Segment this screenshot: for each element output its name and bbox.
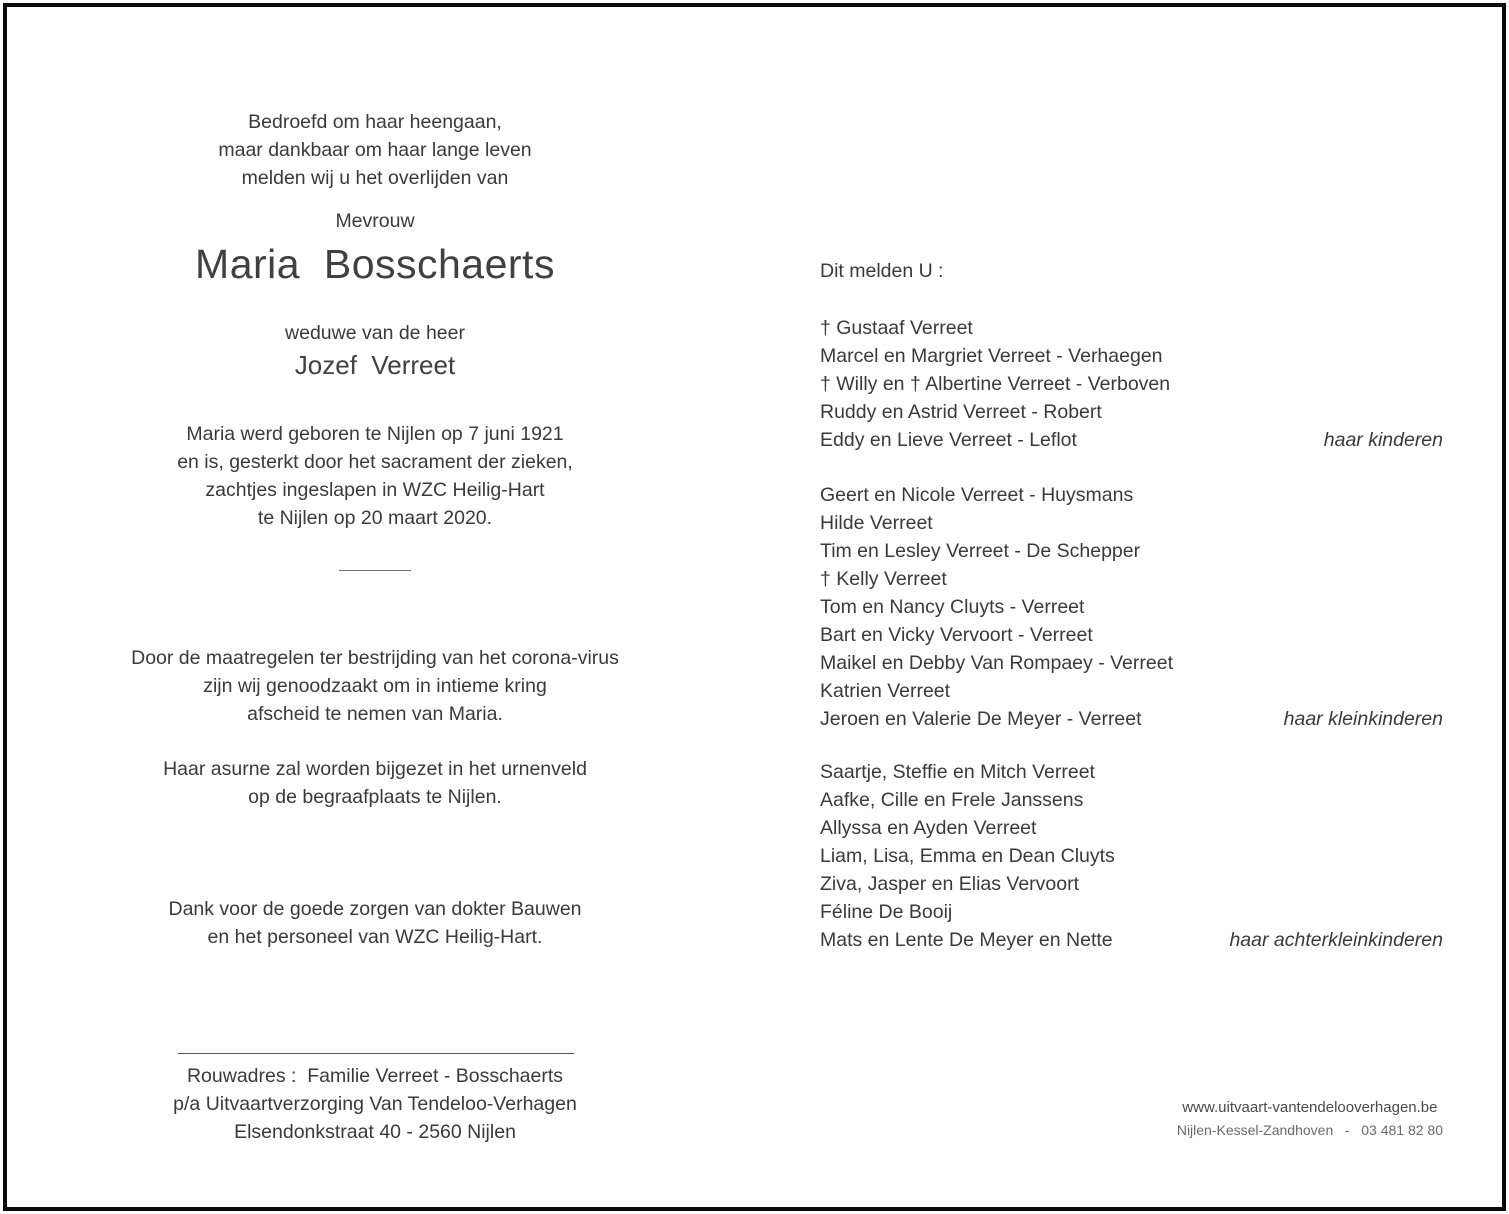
great-grandchildren-group <box>820 758 1443 954</box>
intro-line: Bedroefd om haar heengaan, <box>248 111 502 133</box>
great-grandchild-name: Liam, Lisa, Emma en Dean Cluyts <box>820 845 1115 867</box>
corona-line: Door de maatregelen ter bestrijding van het corona-virus <box>131 647 619 669</box>
funeral-home-footer <box>1177 1096 1443 1141</box>
great-grandchildren-relation-label: haar achterkleinkinderen <box>1229 929 1443 951</box>
grandchild-name: Maikel en Debby Van Rompaey - Verreet <box>820 652 1173 674</box>
life-line: zachtjes ingeslapen in WZC Heilig-Hart <box>205 479 545 501</box>
life-line: te Nijlen op 20 maart 2020. <box>257 507 493 529</box>
grandchildren-group <box>820 481 1443 733</box>
child-name: Ruddy en Astrid Verreet - Robert <box>820 401 1102 423</box>
grandchild-name: Bart en Vicky Vervoort - Verreet <box>820 624 1093 646</box>
address-column <box>85 0 665 1214</box>
children-group <box>820 314 1443 454</box>
widow-line: weduwe van de heer <box>285 322 465 344</box>
grandchildren-relation-label: haar kleinkinderen <box>1283 708 1443 730</box>
mourning-address <box>85 1062 665 1146</box>
child-name: † Gustaaf Verreet <box>820 317 973 339</box>
corona-line: zijn wij genoodzaakt om in intieme kring <box>203 675 547 697</box>
husband-name: Jozef Verreet <box>294 350 456 380</box>
funeral-home-location-phone: Nijlen-Kessel-Zandhoven - 03 481 82 80 <box>1176 1122 1443 1138</box>
children-relation-label: haar kinderen <box>1323 429 1443 451</box>
life-line: en is, gesterkt door het sacrament der zieken, <box>177 451 573 473</box>
life-line: Maria werd geboren te Nijlen op 7 juni 1921 <box>186 423 564 445</box>
intro-line: melden wij u het overlijden van <box>241 167 509 189</box>
child-name: † Willy en † Albertine Verreet - Verboven <box>820 373 1171 395</box>
mourning-address-line: p/a Uitvaartverzorging Van Tendeloo-Verhagen <box>173 1093 577 1115</box>
child-name: Eddy en Lieve Verreet - Leflot <box>820 429 1077 451</box>
urn-line: Haar asurne zal worden bijgezet in het urnenveld <box>163 758 587 780</box>
great-grandchild-name: Féline De Booij <box>820 901 953 923</box>
grandchild-name: Tom en Nancy Cluyts - Verreet <box>820 596 1085 618</box>
great-grandchild-name: Aafke, Cille en Frele Janssens <box>820 789 1084 811</box>
great-grandchild-name: Ziva, Jasper en Elias Vervoort <box>820 873 1080 895</box>
announcers-heading: Dit melden U : <box>820 260 944 282</box>
funeral-home-website: www.uitvaart-vantendelooverhagen.be <box>1182 1099 1438 1116</box>
thanks-line: en het personeel van WZC Heilig-Hart. <box>207 926 543 948</box>
great-grandchild-name: Allyssa en Ayden Verreet <box>820 817 1037 839</box>
corona-line: afscheid te nemen van Maria. <box>247 703 503 725</box>
great-grandchild-name: Saartje, Steffie en Mitch Verreet <box>820 761 1095 783</box>
right-column <box>820 0 1443 1214</box>
deceased-name: Maria Bosschaerts <box>195 241 555 287</box>
grandchild-name: Tim en Lesley Verreet - De Schepper <box>820 540 1141 562</box>
thanks-line: Dank voor de goede zorgen van dokter Bauwen <box>168 898 582 920</box>
grandchild-name: Katrien Verreet <box>820 680 951 702</box>
child-name: Marcel en Margriet Verreet - Verhaegen <box>820 345 1163 367</box>
intro-line: maar dankbaar om haar lange leven <box>218 139 532 161</box>
urn-line: op de begraafplaats te Nijlen. <box>248 786 502 808</box>
mourning-address-line: Rouwadres : Familie Verreet - Bosschaerts <box>186 1065 564 1087</box>
mourning-address-line: Elsendonkstraat 40 - 2560 Nijlen <box>234 1121 516 1143</box>
great-grandchild-name: Mats en Lente De Meyer en Nette <box>820 929 1113 951</box>
grandchild-name: Geert en Nicole Verreet - Huysmans <box>820 484 1134 506</box>
grandchild-name: Jeroen en Valerie De Meyer - Verreet <box>820 708 1142 730</box>
grandchild-name: Hilde Verreet <box>820 512 933 534</box>
title-prefix: Mevrouw <box>335 210 415 232</box>
grandchild-name: † Kelly Verreet <box>820 568 947 590</box>
